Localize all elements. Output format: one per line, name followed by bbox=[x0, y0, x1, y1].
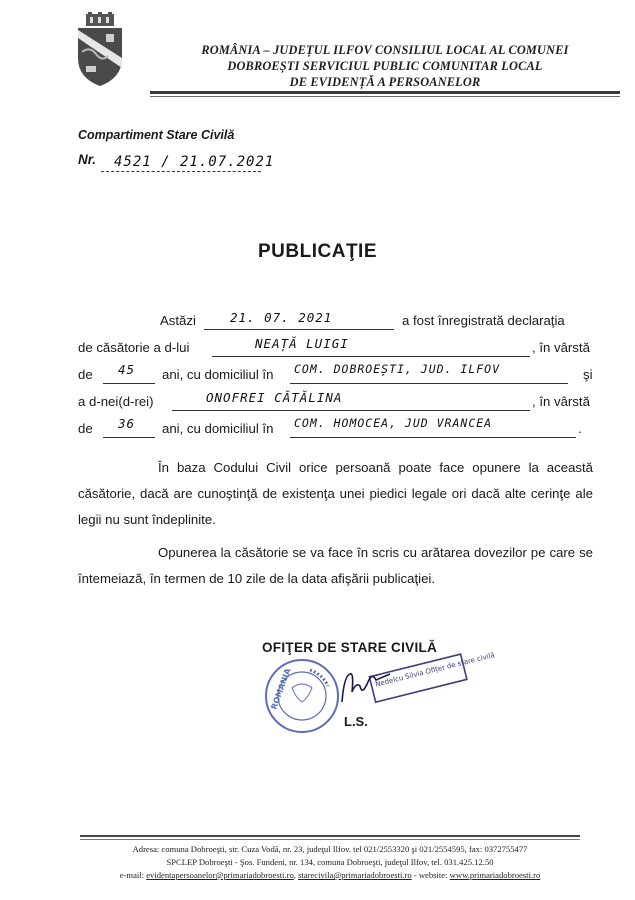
seal-placeholder-ls: L.S. bbox=[344, 714, 368, 729]
header-rule-thin bbox=[150, 96, 620, 97]
compartment-label: Compartiment Stare Civilă bbox=[78, 128, 235, 142]
text-age-2: , în vârstă bbox=[532, 394, 590, 409]
email-label: e-mail: bbox=[119, 870, 145, 880]
registration-number-value: 4521 / 21.07.2021 bbox=[114, 154, 275, 170]
footer-contacts bbox=[80, 869, 580, 882]
footer-rule-thin bbox=[80, 839, 580, 840]
page-title: PUBLICAŢIE bbox=[258, 241, 377, 262]
text-de-2: de bbox=[78, 421, 93, 436]
groom-name: NEAȚĂ LUIGI bbox=[255, 336, 349, 351]
declaration-date: 21. 07. 2021 bbox=[230, 310, 333, 325]
groom-age: 45 bbox=[118, 362, 136, 377]
text-registered: a fost înregistrată declaraţia bbox=[402, 313, 565, 328]
header-line-2: DOBROEȘTI SERVICIUL PUBLIC COMUNITAR LOCAL bbox=[227, 59, 543, 73]
coat-of-arms-icon bbox=[76, 12, 124, 88]
text-bride-prefix: a d-nei(d-rei) bbox=[78, 394, 154, 409]
institution-header bbox=[150, 42, 620, 90]
bride-address: COM. HOMOCEA, JUD VRANCEA bbox=[294, 416, 493, 430]
text-domicile-2: ani, cu domiciliul în bbox=[162, 421, 274, 436]
footer-spclep: SPCLEP Dobroeşti - Şos. Fundeni, nr. 134, comuna Dobroeşti, judeţul Ilfov, tel. 031.425.12.50 bbox=[166, 857, 494, 867]
text-period: . bbox=[578, 421, 582, 436]
deadline-paragraph bbox=[78, 540, 593, 592]
text-and: şi bbox=[583, 367, 593, 382]
header-line-1: ROMÂNIA – JUDEȚUL ILFOV CONSILIUL LOCAL AL COMUNEI bbox=[201, 43, 569, 57]
header-rule bbox=[150, 91, 620, 94]
bride-name: ONOFREI CĂTĂLINA bbox=[206, 390, 343, 405]
text-domicile-1: ani, cu domiciliul în bbox=[162, 367, 274, 382]
text-astazi: Astăzi bbox=[160, 313, 196, 328]
stamp-word: ROMANIA bbox=[269, 667, 293, 711]
footer-rule bbox=[80, 835, 580, 837]
website-label: - website: bbox=[413, 870, 448, 880]
email-separator: , bbox=[293, 870, 296, 880]
text-age-1: , în vârstă bbox=[532, 340, 590, 355]
footer bbox=[80, 843, 580, 882]
signature-stamp-text: Nedelcu Silvia Ofițer de stare civilă bbox=[374, 651, 496, 689]
email-link-evidenta[interactable]: evidentapersoanelor@primariadobroesti.ro bbox=[146, 870, 294, 880]
text-groom-prefix: de căsătorie a d-lui bbox=[78, 340, 190, 355]
paragraph-deadline: Opunerea la căsătorie se va face în scris cu arătarea dovezilor pe care se întemeiază, în termen de 10 zile de la data afişării publicaţiei. bbox=[78, 545, 593, 586]
opposition-paragraph bbox=[78, 455, 593, 533]
registration-number-line bbox=[101, 171, 261, 172]
email-link-starecivila[interactable]: starecivila@primariadobroesti.ro bbox=[298, 870, 412, 880]
text-de-1: de bbox=[78, 367, 93, 382]
registration-number-label: Nr. bbox=[78, 152, 97, 167]
paragraph-civil-code: În baza Codului Civil orice persoană poate face opunere la această căsătorie, dacă are cunoştinţă de existenţa unei piedici legale ori dacă alte cerinţe ale legii nu sunt îndeplinite. bbox=[78, 460, 593, 527]
officer-title: OFIŢER DE STARE CIVILĂ bbox=[262, 640, 438, 655]
footer-address: Adresa: comuna Dobroeşti, str. Cuza Vodă, nr. 23, judeţul Ilfov. tel 021/2553320 şi 021/2554595, fax: 0372755477 bbox=[132, 844, 528, 854]
groom-address: COM. DOBROEȘTI, JUD. ILFOV bbox=[294, 362, 501, 376]
bride-age: 36 bbox=[118, 416, 136, 431]
signature-icon bbox=[320, 651, 496, 712]
header-line-3: DE EVIDENȚĂ A PERSOANELOR bbox=[289, 75, 481, 89]
website-link[interactable]: www.primariadobroesti.ro bbox=[449, 870, 541, 880]
